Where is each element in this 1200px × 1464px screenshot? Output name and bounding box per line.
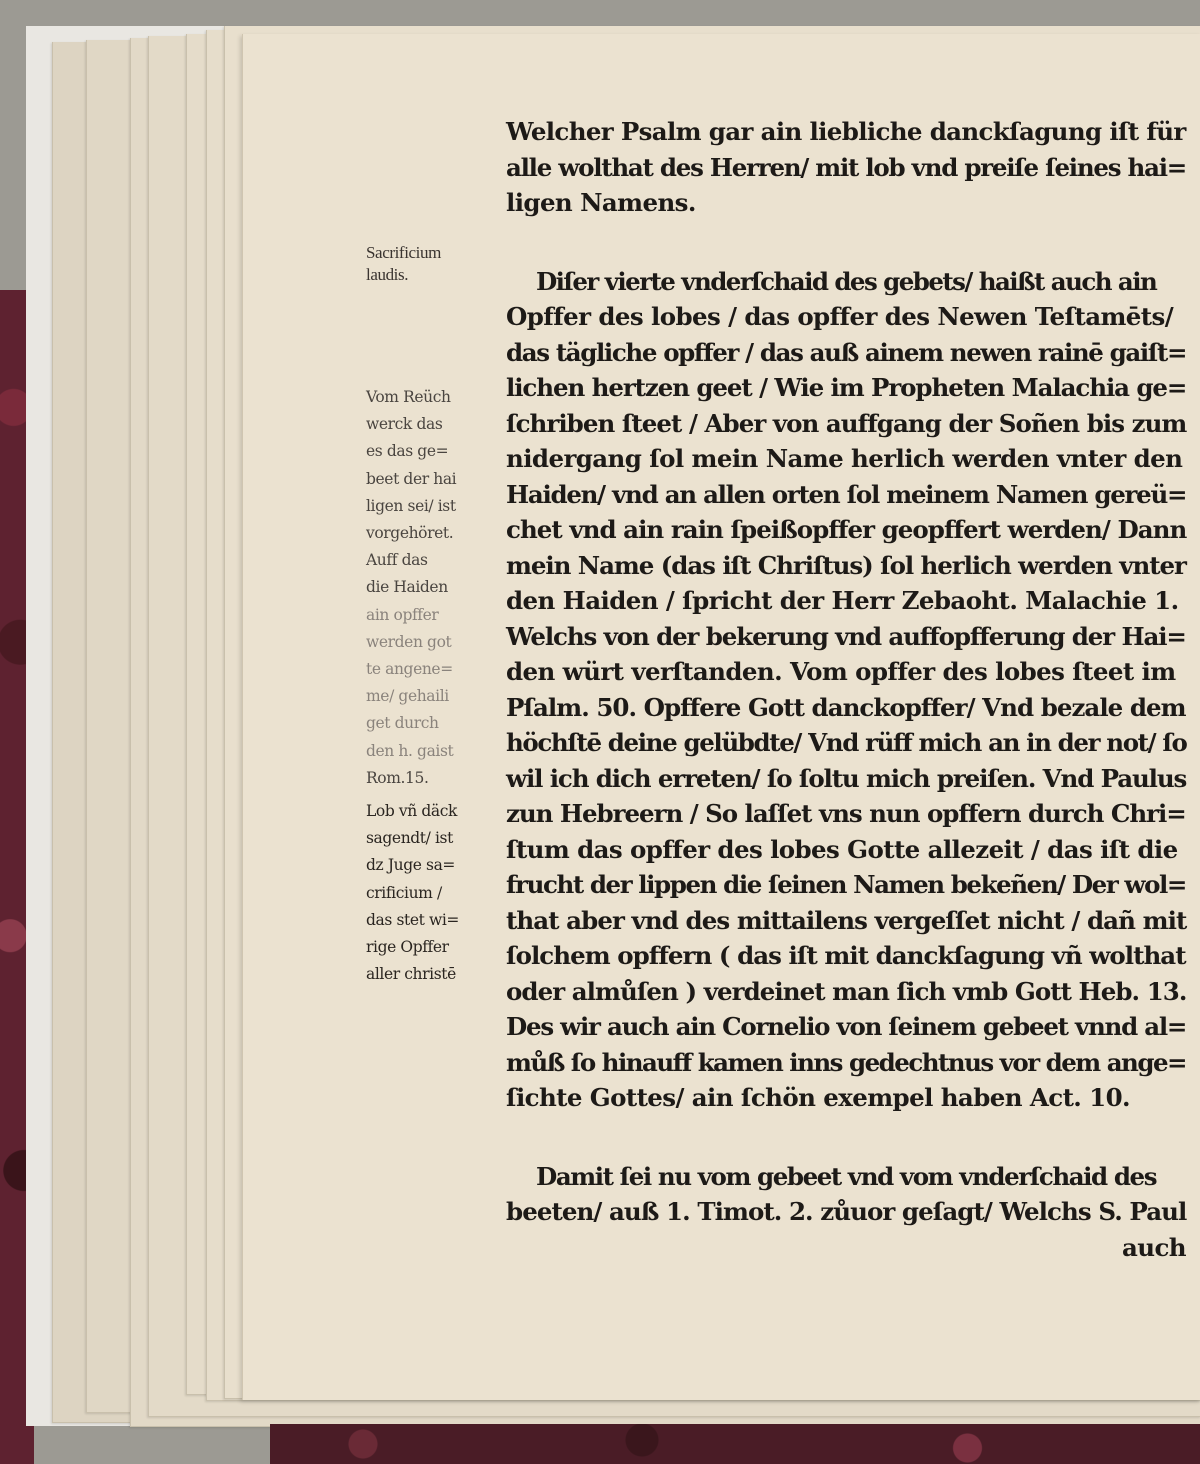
text-line: Haiden/ vnd an allen orten ſol meinem Namen gereü=	[506, 479, 1187, 509]
margin-line: aller christē	[366, 965, 456, 984]
margin-line: dz Juge sa=	[366, 856, 456, 875]
text-line: můß ſo hinauff kamen inns gedechtnus vor dem ange=	[506, 1047, 1187, 1077]
text-line: das tägliche opffer / das auß ainem newen rainē gaiſt=	[506, 337, 1187, 367]
margin-line: laudis.	[366, 265, 409, 284]
text-line: that aber vnd des mittailens vergeſſet nicht / dañ mit	[506, 905, 1187, 935]
margin-line: werck das	[366, 415, 443, 434]
main-text-block	[506, 114, 1186, 1265]
text-line: den Haiden / ſpricht der Herr Zebaoht. Malachie 1.	[506, 586, 1179, 615]
margin-note-reuchwerck	[366, 384, 494, 792]
margin-line: Rom.15.	[366, 768, 429, 787]
text-line: Des wir auch ain Cornelio von ſeinem gebeet vnnd al=	[506, 1012, 1187, 1041]
text-line: oder almůſen ) verdeinet man ſich vmb Gott Heb. 13.	[506, 976, 1187, 1006]
margin-line: rige Opffer	[366, 938, 449, 957]
margin-line: sagendt/ ist	[366, 829, 453, 848]
text-line: ſichte Gottes/ ain ſchön exempel haben Act. 10.	[506, 1083, 1130, 1112]
margin-line: me/ gehaili	[366, 687, 449, 706]
text-line: Welcher Psalm gar ain liebliche danckſagung iſt für	[506, 117, 1186, 146]
margin-line: Lob vñ däck	[366, 802, 457, 820]
margin-line: get durch	[366, 714, 439, 733]
text-line: ſchriben ſteet / Aber von auffgang der Soñen bis zum	[506, 408, 1187, 438]
text-line: alle wolthat des Herren/ mit lob vnd preiſe ſeines hai=	[506, 152, 1187, 182]
text-line: Pſalm. 50. Opffere Gott danckopffer/ Vnd bezale dem	[506, 692, 1186, 722]
text-line: höchſtē deine gelübdte/ Vnd rüff mich an in der not/ ſo	[506, 728, 1187, 757]
text-line: den würt verſtanden. Vom opffer des lobes ſteet im	[506, 657, 1176, 686]
paragraph-damit	[506, 1159, 1186, 1230]
margin-line: Vom Reüch	[366, 388, 451, 406]
text-line: frucht der lippen die ſeinen Namen bekeñen/ Der wol=	[506, 870, 1186, 899]
catchword: auch	[1121, 1232, 1186, 1262]
margin-line: Auff das	[366, 551, 428, 570]
text-line: ligen Namens.	[506, 188, 696, 217]
margin-line: vorgehöret.	[366, 524, 454, 543]
text-line: wil ich dich erreten/ ſo ſoltu mich preiſen. Vnd Paulus	[506, 763, 1187, 793]
margin-line: den h. gaist	[366, 741, 454, 760]
margin-line: ligen sei/ ist	[366, 496, 456, 515]
margin-line: crificium /	[366, 883, 442, 902]
margin-line: werden got	[366, 632, 452, 651]
text-line: Damit ſei nu vom gebeet vnd vom vnderſchaid des	[536, 1161, 1157, 1191]
text-line: Diſer vierte vnderſchaid des gebets/ haißt auch ain	[536, 266, 1157, 296]
margin-note-lob	[366, 798, 494, 988]
text-line: mein Name (das iſt Chriſtus) ſol herlich werden vnter	[506, 550, 1186, 580]
margin-line: die Haiden	[366, 578, 448, 597]
text-line: nidergang ſol mein Name herlich werden vnter den	[506, 444, 1183, 473]
margin-line: ain opffer	[366, 605, 439, 624]
paragraph-psalm	[506, 114, 1186, 221]
paragraph-opffer	[506, 264, 1186, 1116]
margin-line: es das ge=	[366, 442, 449, 461]
text-line: Opffer des lobes / das opffer des Newen Teſtamēts/	[506, 302, 1174, 331]
text-line: beeten/ auß 1. Timot. 2. zůuor geſagt/ Welchs S. Paul	[506, 1197, 1187, 1226]
margin-note-sacrificium	[366, 242, 494, 286]
text-line: lichen hertzen geet / Wie im Propheten Malachia ge=	[506, 373, 1187, 402]
text-line: ſolchem opffern ( das iſt mit danckſagung vñ wolthat	[506, 941, 1186, 970]
text-line: zun Hebreern / So laſſet vns nun opffern durch Chri=	[506, 799, 1186, 828]
text-line: chet vnd ain rain ſpeißopffer geopffert werden/ Dann	[506, 515, 1187, 544]
margin-line: Sacrificium	[366, 243, 441, 262]
margin-line: beet der hai	[366, 469, 457, 488]
text-line: Welchs von der bekerung vnd auffopfferung der Hai=	[506, 621, 1186, 651]
text-line: ſtum das opffer des lobes Gotte allezeit / das iſt die	[506, 834, 1178, 864]
margin-line: das stet wi=	[366, 910, 459, 929]
margin-line: te angene=	[366, 660, 453, 679]
marbled-cover-bottom	[270, 1424, 1200, 1464]
